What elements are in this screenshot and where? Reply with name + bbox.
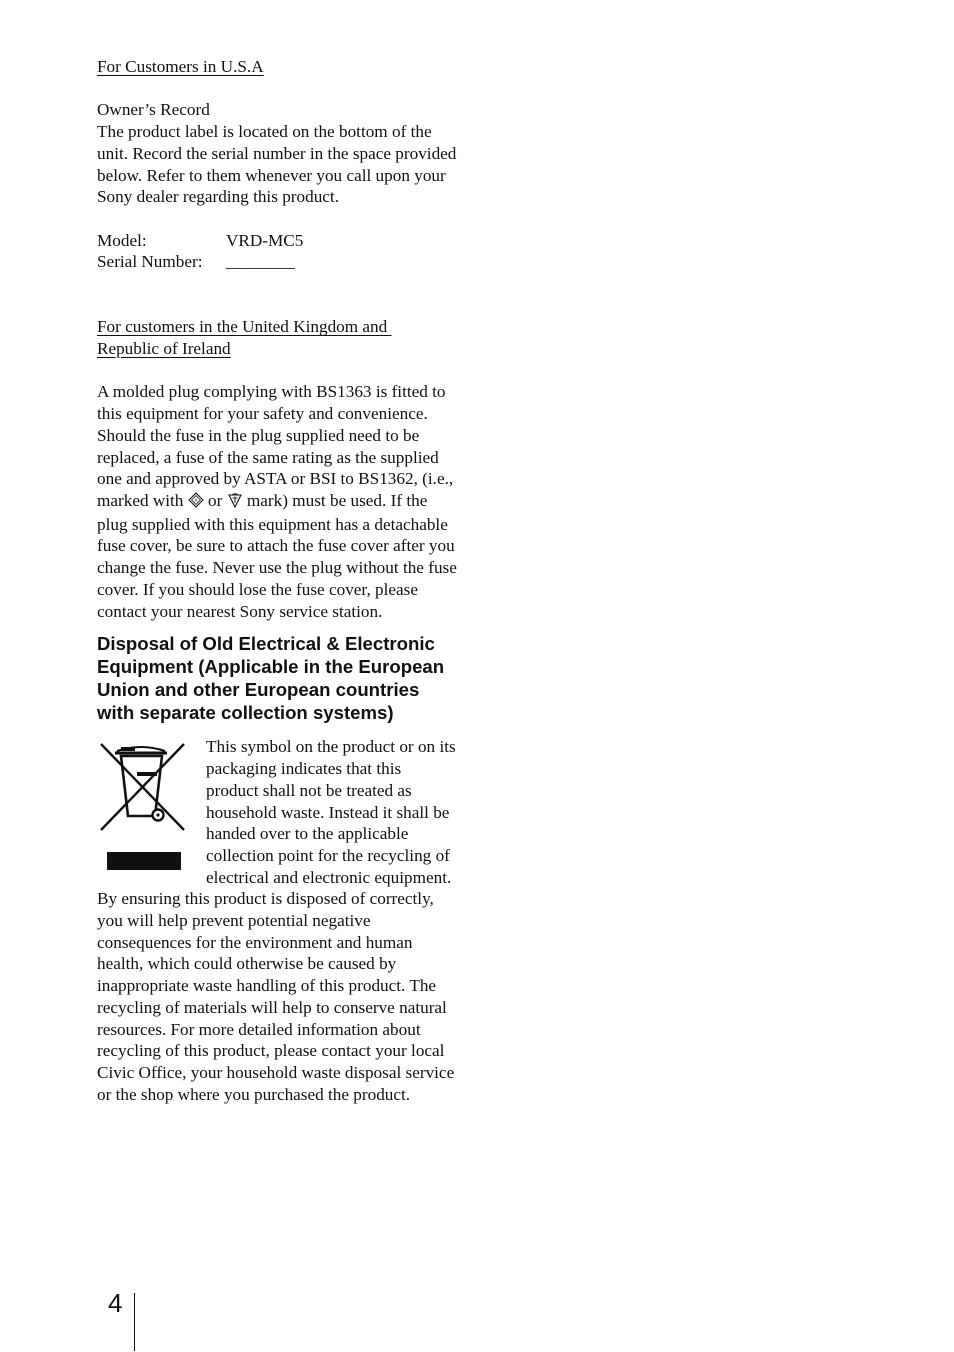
uk-heading-line1: For customers in the United Kingdom and [97, 317, 392, 337]
serial-row [97, 251, 457, 273]
owners-record-text: The product label is located on the bottom of the unit. Record the serial number in the space provided below. Refer to them whenever you call upon your Sony dealer regarding this product. [97, 122, 457, 207]
svg-text:A: A [194, 498, 198, 504]
uk-heading-line2: Republic of Ireland [97, 339, 231, 359]
disposal-section [97, 633, 457, 1105]
serial-value: ________ [226, 252, 295, 272]
bsi-kitemark-icon [227, 492, 243, 514]
uk-para-part3: mark) must be used. If the plug supplied with this equipment has a detachable fuse cover, be sure to attach the fuse cover after you change the fuse. Never use the plug without the fuse cover. If you should lose the fuse cover, please contact your nearest Sony service station. [97, 491, 457, 621]
model-value: VRD-MC5 [226, 230, 304, 250]
disposal-heading: Disposal of Old Electrical & Electronic Equipment (Applicable in the European Union and other European countries with separate collection systems) [97, 633, 445, 723]
uk-para-part2: or [203, 491, 227, 510]
page-number-divider [134, 1293, 135, 1351]
crossed-out-wheelie-bin-icon [97, 740, 199, 876]
usa-heading: For Customers in U.S.A [97, 57, 264, 76]
uk-plug-paragraph [97, 381, 457, 622]
serial-label: Serial Number: [97, 252, 203, 272]
uk-heading [97, 316, 457, 359]
model-label: Model: [97, 230, 147, 250]
document-column [97, 56, 457, 1105]
owners-record-title: Owner’s Record [97, 100, 210, 120]
model-row [97, 230, 457, 252]
uk-para-part1: A molded plug complying with BS1363 is fitted to this equipment for your safety and convenience. Should the fuse in the plug supplied need to be replaced, a fuse of the same rating as the supplied one and approved by ASTA or BSI to BS1362, (i.e., marked with [97, 382, 454, 510]
asta-mark-icon [188, 492, 204, 514]
disposal-text: This symbol on the product or on its packaging indicates that this product shall not be treated as household waste. Instead it shall be handed over to the applicable collection point for the recycling of electrical and electronic equipment. By ensuring this product is disposed of correctly, you will help prevent potential negative consequences for the environment and human health, which could otherwise be caused by inappropriate waste handling of this product. The recycling of materials will help to conserve natural resources. For more detailed information about recycling of this product, please contact your local Civic Office, your household waste disposal service or the shop where you purchased the product. [97, 737, 456, 1104]
page-number: 4 [108, 1288, 123, 1318]
